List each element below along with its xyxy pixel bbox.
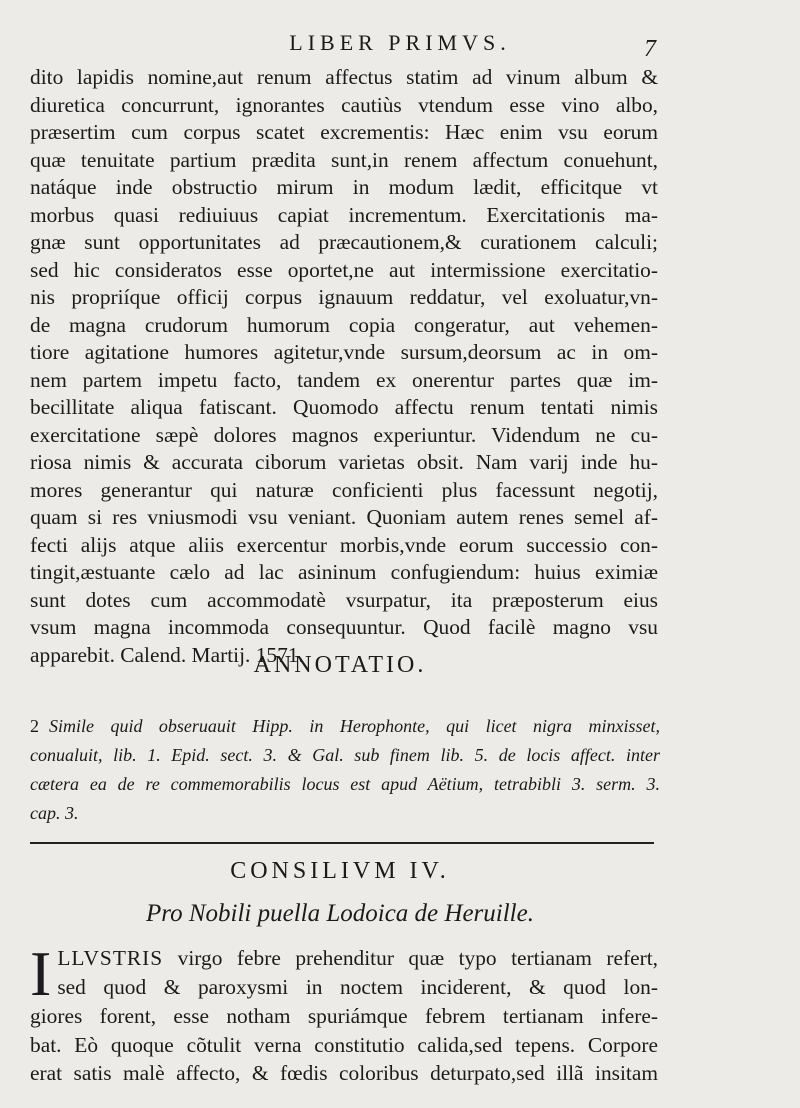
annotation-line: cap. 3. (30, 803, 79, 823)
annotatio-heading: ANNOTATIO. (253, 652, 427, 678)
text-line: giores forent, esse notham spuriámque febrem tertianam infere- (30, 1004, 658, 1028)
page-number: 7 (644, 36, 656, 62)
text-span: virgo febre prehenditur quæ typo tertianam refert, (163, 946, 658, 970)
text-line: tiore agitatione humores agitetur,vnde sursum,deorsum ac in om- (30, 340, 658, 364)
text-line: gnæ sunt opportunitates ad præcautionem,& curationem calculi; (30, 230, 658, 254)
annotation-line: cætera ea de re commemorabilis locus est apud Aëtium, tetrabibli 3. serm. 3. (30, 774, 660, 794)
text-line: sed hic consideratos esse oportet,ne aut intermissione exercitatio- (30, 257, 658, 282)
drop-cap: I (30, 938, 52, 1009)
text-line: becillitate aliqua fatiscant. Quomodo affectu renum tentati nimis (30, 395, 658, 419)
note-number: 2 (30, 716, 39, 736)
text-line: morbus quasi rediuiuus capiat incrementum. Exercitationis ma- (30, 202, 658, 227)
text-line: nem partem impetu facto, tandem ex onerentur partes quæ im- (30, 367, 658, 392)
section-divider (30, 842, 654, 844)
text-line: tingit,æstuante cælo ad lac asininum confugiendum: huius eximiæ (30, 560, 658, 584)
text-line (30, 944, 658, 973)
main-text-block (30, 64, 658, 669)
text-line: dito lapidis nomine,aut renum affectus statim ad vinum album & (30, 65, 658, 89)
annotation-line: conualuit, lib. 1. Epid. sect. 3. & Gal. sub finem lib. 5. de locis affect. inter (30, 745, 660, 765)
consilium-subtitle: Pro Nobili puella Lodoica de Heruille. (146, 900, 534, 927)
text-line: natáque inde obstructio mirum in modum lædit, efficitque vt (30, 175, 658, 199)
text-line: mores generantur qui naturæ conficienti plus facessunt negotij, (30, 477, 658, 502)
text-line: exercitatione sæpè dolores magnos experiuntur. Videndum ne cu- (30, 422, 658, 447)
text-line: diuretica concurrunt, ignorantes cautiùs vtendum esse vino albo, (30, 92, 658, 117)
text-line: riosa nimis & accurata ciborum varietas obsit. Nam varij inde hu- (30, 450, 658, 474)
text-line: nis propriíque officij corpus ignauum reddatur, vel exoluatur,vn- (30, 285, 658, 309)
text-line: erat satis malè affecto, & fœdis coloribus deturpato,sed illã insitam (30, 1061, 658, 1085)
text-line: sed quod & paroxysmi in noctem inciderent, & quod lon- (57, 974, 658, 999)
text-line: præsertim cum corpus scatet excrementis: Hæc enim vsu eorum (30, 120, 658, 144)
text-line: apparebit. Calend. Martij. 1571. (30, 642, 304, 667)
text-line: quæ tenuitate partium prædita sunt,in renem affectum conuehunt, (30, 147, 658, 172)
annotation-line (30, 712, 660, 741)
first-word: LLVSTRIS (57, 946, 164, 970)
running-title: LIBER PRIMVS. (289, 30, 511, 55)
annotation-text: Simile quid obseruauit Hipp. in Herophonte, qui licet nigra minxisset, (49, 716, 660, 736)
text-line: quam si res vniusmodi vsu veniant. Quoniam autem renes semel af- (30, 505, 658, 529)
text-line: vsum magna incommoda consequuntur. Quod facilè magno vsu (30, 615, 658, 639)
annotation-block (30, 712, 660, 828)
text-line: fecti alijs atque aliis exercentur morbis,vnde eorum successio con- (30, 532, 658, 557)
text-line: sunt dotes cum accommodatè vsurpatur, ita præposterum eius (30, 587, 658, 612)
text-line: bat. Eò quoque cõtulit verna constitutio calida,sed tepens. Corpore (30, 1032, 658, 1057)
text-line: de magna crudorum humorum copia congeratur, aut vehemen- (30, 312, 658, 337)
consilium-heading: CONSILIVM IV. (230, 858, 450, 884)
consilium-text-block (30, 938, 658, 1088)
